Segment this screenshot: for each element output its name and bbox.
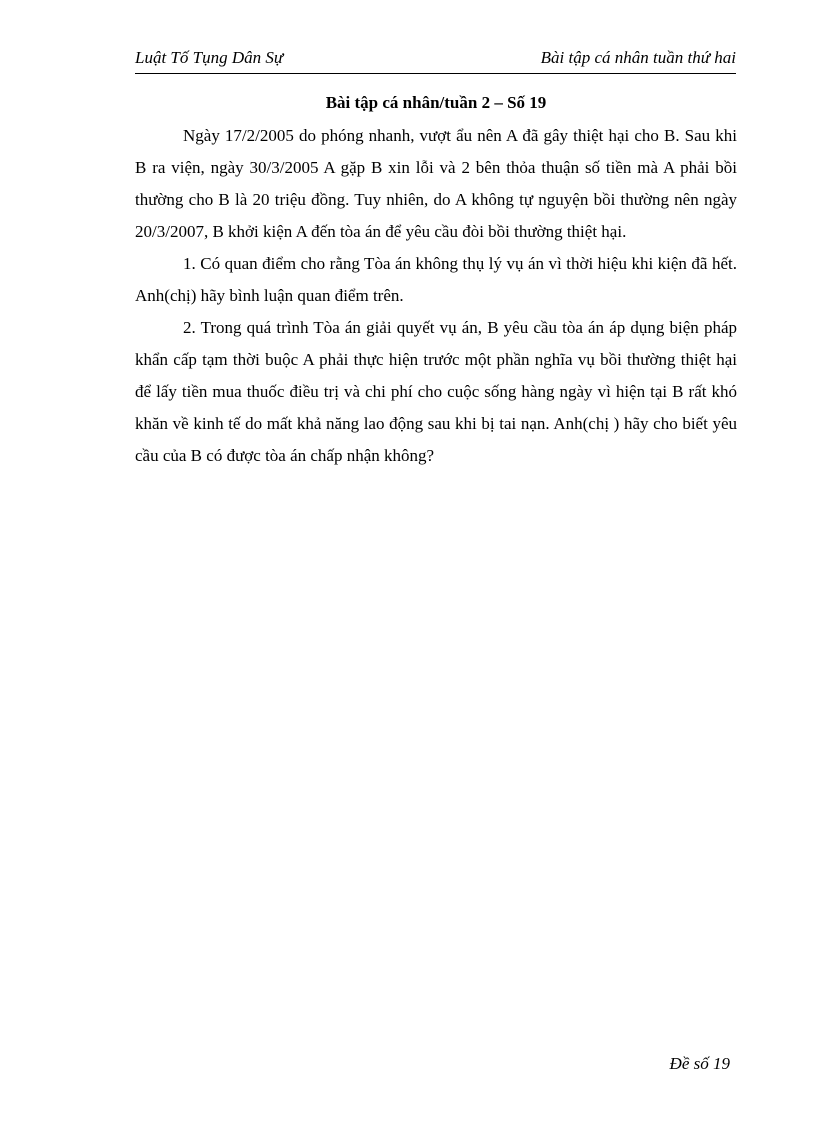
page-footer: Đề số 19 [669,1054,730,1073]
paragraph-question-1: 1. Có quan điểm cho rằng Tòa án không thụ lý vụ án vì thời hiệu khi kiện đã hết. Anh(chị) hãy bình luận quan điểm trên. [135,254,737,305]
paragraph-question-2: 2. Trong quá trình Tòa án giải quyết vụ án, B yêu cầu tòa án áp dụng biện pháp khẩn cấp tạm thời buộc A phải thực hiện trước một phần nghĩa vụ bồi thường thiệt hại để lấy tiền mua thuốc điều trị và chi phí cho cuộc sống hàng ngày vì hiện tại B rất khó khăn về kinh tế do mất khả năng lao động sau khi bị tai nạn. Anh(chị ) hãy cho biết yêu cầu của B có được tòa án chấp nhận không? [135,318,737,465]
paragraph-scenario: Ngày 17/2/2005 do phóng nhanh, vượt ẩu nên A đã gây thiệt hại cho B. Sau khi B ra viện, ngày 30/3/2005 A gặp B xin lỗi và 2 bên thỏa thuận số tiền mà A phải bồi thường cho B là 20 triệu đồng. Tuy nhiên, do A không tự nguyện bồi thường nên ngày 20/3/2007, B khởi kiện A đến tòa án để yêu cầu đòi bồi thường thiệt hại. [135,126,737,241]
document-body [135,92,737,472]
page-header [135,48,736,72]
header-course-title: Luật Tố Tụng Dân Sự [135,48,284,67]
header-assignment-label: Bài tập cá nhân tuần thứ hai [540,48,736,67]
document-title: Bài tập cá nhân/tuần 2 – Số 19 [325,93,547,112]
header-divider [135,73,736,74]
